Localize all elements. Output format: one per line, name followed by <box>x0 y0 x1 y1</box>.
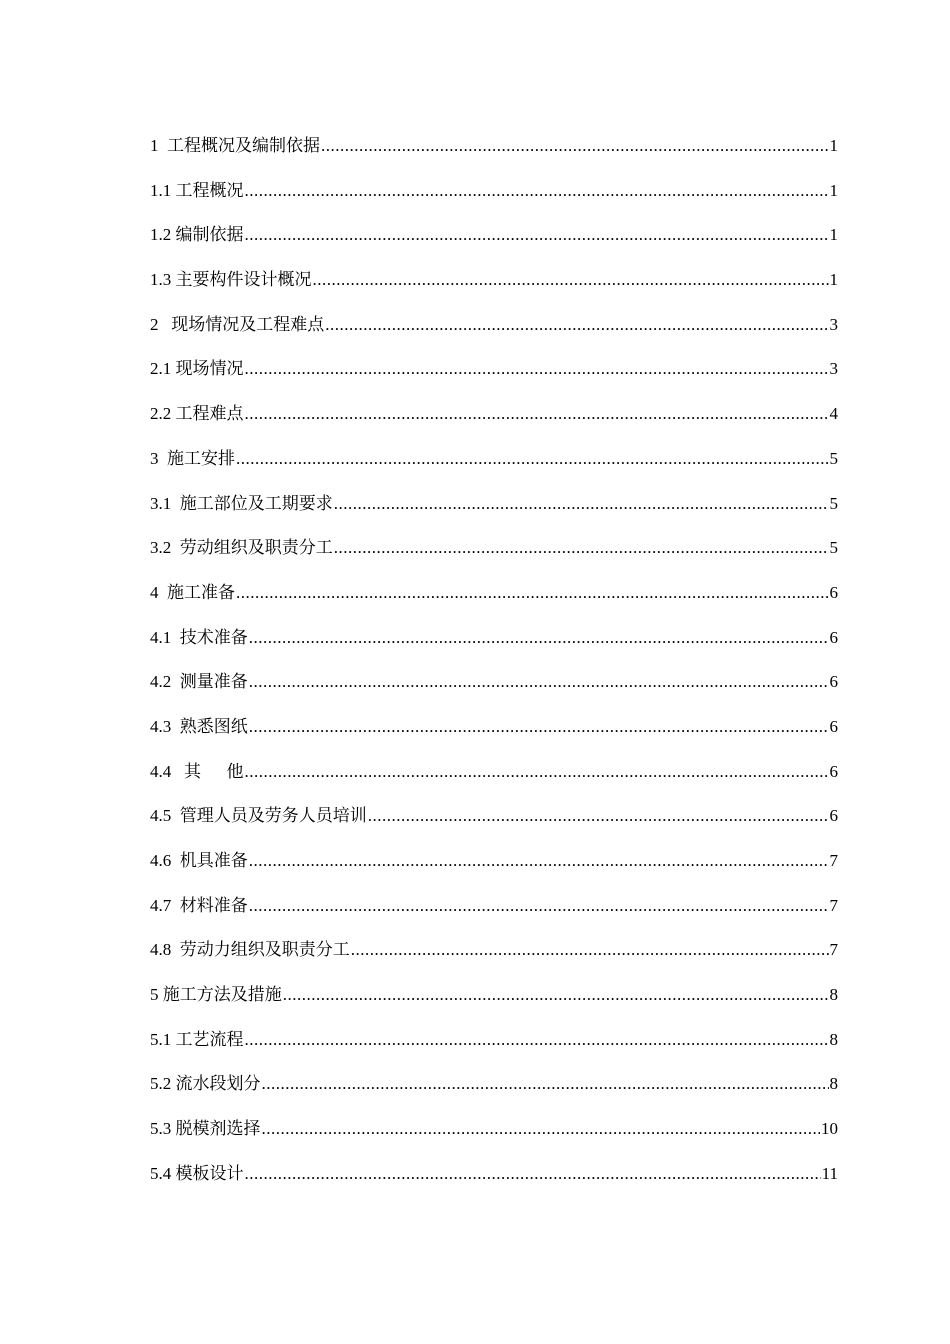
toc-leader-dots <box>249 891 829 921</box>
toc-entry-title: 4.4 其 他 <box>150 761 244 781</box>
toc-entry-title: 2.1 现场情况 <box>150 359 244 379</box>
toc-leader-dots <box>245 399 829 429</box>
toc-entry[interactable] <box>150 533 838 578</box>
toc-entry[interactable] <box>150 667 838 712</box>
toc-leader-dots <box>325 310 828 340</box>
toc-entry-title: 3.2 劳动组织及职责分工 <box>150 538 333 558</box>
toc-entry-title: 5.2 流水段划分 <box>150 1074 261 1094</box>
toc-leader-dots <box>249 667 829 697</box>
toc-entry-page: 7 <box>829 851 838 870</box>
toc-leader-dots <box>334 489 829 519</box>
toc-entry-title: 4.5 管理人员及劳务人员培训 <box>150 806 367 826</box>
toc-entry-title: 1.1 工程概况 <box>150 180 244 200</box>
toc-entry[interactable] <box>150 578 838 623</box>
toc-entry[interactable] <box>150 354 838 399</box>
toc-leader-dots <box>321 131 829 161</box>
toc-entry-page: 1 <box>829 136 838 155</box>
toc-entry[interactable] <box>150 399 838 444</box>
toc-entry-page: 10 <box>821 1119 838 1139</box>
toc-entry[interactable] <box>150 220 838 265</box>
toc-entry-page: 6 <box>829 627 838 647</box>
toc-entry[interactable] <box>150 1159 838 1204</box>
toc-entry-title: 5.1 工艺流程 <box>150 1029 244 1049</box>
toc-entry-page: 5 <box>829 448 838 468</box>
toc-entry[interactable] <box>150 623 838 668</box>
toc-leader-dots <box>236 578 829 608</box>
toc-entry-page: 8 <box>829 985 838 1005</box>
toc-entry-title: 3 施工安排 <box>150 448 235 468</box>
toc-entry[interactable] <box>150 935 838 980</box>
toc-leader-dots <box>245 220 829 250</box>
toc-entry[interactable] <box>150 310 838 355</box>
toc-leader-dots <box>245 1159 821 1189</box>
toc-entry-page: 5 <box>829 538 838 558</box>
toc-entry[interactable] <box>150 131 838 176</box>
toc-entry-page: 6 <box>829 806 838 826</box>
table-of-contents <box>150 131 838 1204</box>
toc-entry-page: 3 <box>829 359 838 379</box>
toc-entry[interactable] <box>150 489 838 534</box>
toc-entry-page: 7 <box>829 895 838 915</box>
toc-entry-page: 6 <box>829 716 838 736</box>
toc-entry-page: 1 <box>829 180 838 200</box>
toc-entry-title: 1 工程概况及编制依据 <box>150 136 320 155</box>
toc-entry-page: 7 <box>829 940 838 960</box>
toc-entry-page: 1 <box>829 270 838 290</box>
toc-entry-title: 1.2 编制依据 <box>150 225 244 245</box>
toc-leader-dots <box>245 1025 829 1055</box>
toc-entry-page: 5 <box>829 493 838 513</box>
toc-entry-title: 4.7 材料准备 <box>150 895 248 915</box>
toc-entry-title: 4.8 劳动力组织及职责分工 <box>150 940 350 960</box>
toc-entry-title: 3.1 施工部位及工期要求 <box>150 493 333 513</box>
toc-entry-title: 4.1 技术准备 <box>150 627 248 647</box>
toc-leader-dots <box>245 176 829 206</box>
toc-leader-dots <box>249 712 829 742</box>
toc-leader-dots <box>249 623 829 653</box>
toc-entry[interactable] <box>150 1025 838 1070</box>
toc-entry-page: 6 <box>829 582 838 602</box>
toc-entry-title: 4.3 熟悉图纸 <box>150 716 248 736</box>
toc-entry-title: 5 施工方法及措施 <box>150 985 282 1005</box>
toc-entry-title: 4.6 机具准备 <box>150 851 248 870</box>
toc-entry[interactable] <box>150 801 838 846</box>
toc-entry[interactable] <box>150 980 838 1025</box>
toc-entry-page: 11 <box>821 1163 838 1183</box>
toc-entry-page: 3 <box>829 314 838 334</box>
toc-entry[interactable] <box>150 444 838 489</box>
toc-leader-dots <box>245 354 829 384</box>
toc-leader-dots <box>245 757 829 787</box>
toc-leader-dots <box>351 935 829 965</box>
toc-entry-page: 1 <box>829 225 838 245</box>
toc-entry[interactable] <box>150 1069 838 1114</box>
toc-leader-dots <box>262 1114 821 1144</box>
toc-entry-title: 5.3 脱模剂选择 <box>150 1119 261 1139</box>
toc-leader-dots <box>262 1069 829 1099</box>
toc-entry-page: 6 <box>829 761 838 781</box>
toc-entry-page: 8 <box>829 1074 838 1094</box>
toc-entry[interactable] <box>150 757 838 802</box>
toc-leader-dots <box>236 444 829 474</box>
toc-leader-dots <box>283 980 829 1010</box>
toc-entry[interactable] <box>150 712 838 757</box>
toc-leader-dots <box>249 846 829 876</box>
toc-entry-title: 1.3 主要构件设计概况 <box>150 270 312 290</box>
toc-leader-dots <box>368 801 829 831</box>
toc-entry-title: 2 现场情况及工程难点 <box>150 314 325 334</box>
toc-entry-page: 4 <box>829 404 838 424</box>
toc-entry[interactable] <box>150 891 838 936</box>
toc-leader-dots <box>334 533 829 563</box>
toc-entry[interactable] <box>150 1114 838 1159</box>
toc-entry-page: 6 <box>829 672 838 692</box>
toc-entry-title: 4.2 测量准备 <box>150 672 248 692</box>
toc-entry[interactable] <box>150 846 838 891</box>
toc-entry-title: 5.4 模板设计 <box>150 1163 244 1183</box>
toc-entry-page: 8 <box>829 1029 838 1049</box>
toc-leader-dots <box>313 265 829 295</box>
toc-entry[interactable] <box>150 265 838 310</box>
toc-entry-title: 2.2 工程难点 <box>150 404 244 424</box>
toc-entry-title: 4 施工准备 <box>150 582 235 602</box>
toc-entry[interactable] <box>150 176 838 221</box>
